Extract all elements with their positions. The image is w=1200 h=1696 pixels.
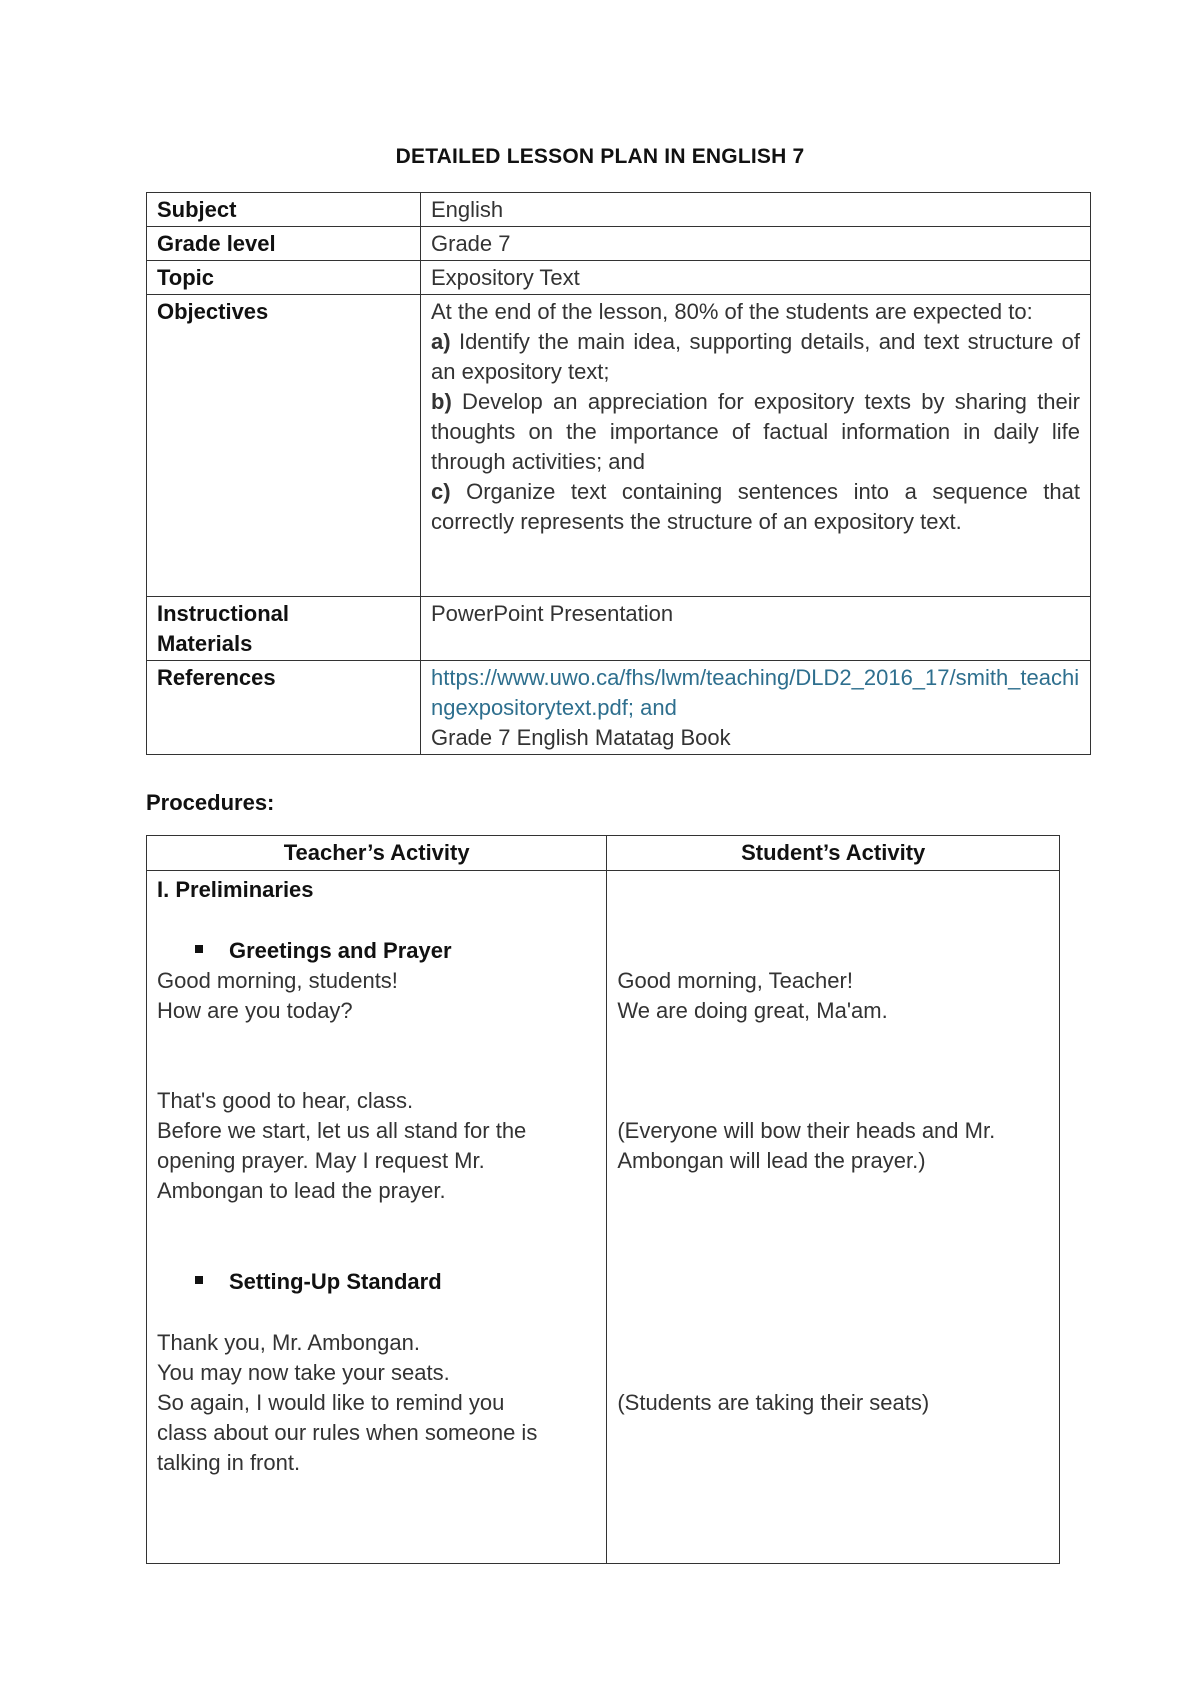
topic-label: Topic [147,261,421,295]
greetings-heading: Greetings and Prayer [229,938,452,963]
student-standard-line: (Students are taking their seats) [617,1390,930,1415]
bullet-square-icon [195,945,203,953]
objective-a-text: Identify the main idea, supporting details, and text structure of an expository text; [431,329,1080,384]
reference-book: Grade 7 English Matatag Book [431,725,731,750]
teacher-prayer-line: Ambongan to lead the prayer. [157,1178,446,1203]
teacher-activity-cell [147,871,607,1564]
teacher-greeting-line: How are you today? [157,998,353,1023]
objective-c-marker: c) [431,479,451,504]
topic-value: Expository Text [421,261,1091,295]
procedures-table [146,835,1060,1564]
procedures-header-row [147,836,1060,871]
objectives-value [421,295,1091,597]
student-greeting-line: Good morning, Teacher! [617,968,853,993]
objective-c [431,477,1080,537]
materials-row [147,597,1091,661]
student-activity-cell [607,871,1060,1564]
objective-a [431,327,1080,387]
student-greeting-line: We are doing great, Ma'am. [617,998,888,1023]
standard-bullet [195,1267,442,1297]
grade-row [147,227,1091,261]
student-prayer-line: Ambongan will lead the prayer.) [617,1148,926,1173]
teacher-standard-line: So again, I would like to remind you [157,1390,505,1415]
student-activity-header: Student’s Activity [607,836,1060,871]
subject-label: Subject [147,193,421,227]
references-value [421,661,1091,755]
reference-link[interactable]: https://www.uwo.ca/fhs/lwm/teaching/DLD2_2016_17/smith_teachingexpositorytext.pdf; and [431,665,1080,720]
teacher-standard-line: You may now take your seats. [157,1360,450,1385]
objectives-intro: At the end of the lesson, 80% of the students are expected to: [431,299,1033,324]
standard-heading: Setting-Up Standard [229,1269,442,1294]
teacher-activity-header: Teacher’s Activity [147,836,607,871]
student-prayer-line: (Everyone will bow their heads and Mr. [617,1118,996,1143]
objective-b-text: Develop an appreciation for expository texts by sharing their thoughts on the importance of factual information in daily life through activities; and [431,389,1080,474]
grade-label: Grade level [147,227,421,261]
materials-label [147,597,421,661]
greetings-bullet [195,936,452,966]
objective-b-marker: b) [431,389,452,414]
topic-row [147,261,1091,295]
objective-a-marker: a) [431,329,451,354]
procedures-heading: Procedures: [146,790,275,815]
grade-value: Grade 7 [421,227,1091,261]
lesson-info-table [146,192,1091,755]
teacher-prayer-line: That's good to hear, class. [157,1088,414,1113]
teacher-standard-line: talking in front. [157,1450,301,1475]
materials-label-line2: Materials [157,631,253,656]
page-title: DETAILED LESSON PLAN IN ENGLISH 7 [395,145,805,168]
teacher-prayer-line: Before we start, let us all stand for the [157,1118,527,1143]
procedures-body-row [147,871,1060,1564]
bullet-square-icon [195,1276,203,1284]
objectives-label: Objectives [147,295,421,597]
preliminaries-heading: I. Preliminaries [157,877,314,902]
teacher-prayer-line: opening prayer. May I request Mr. [157,1148,485,1173]
subject-row [147,193,1091,227]
teacher-standard-line: class about our rules when someone is [157,1420,538,1445]
materials-label-line1: Instructional [157,601,290,626]
materials-value: PowerPoint Presentation [421,597,1091,661]
teacher-standard-line: Thank you, Mr. Ambongan. [157,1330,420,1355]
objective-c-text: Organize text containing sentences into a sequence that correctly represents the structure of an expository text. [431,479,1080,534]
subject-value: English [421,193,1091,227]
objective-b [431,387,1080,477]
references-row [147,661,1091,755]
objectives-row [147,295,1091,597]
references-label: References [147,661,421,755]
teacher-greeting-line: Good morning, students! [157,968,398,993]
